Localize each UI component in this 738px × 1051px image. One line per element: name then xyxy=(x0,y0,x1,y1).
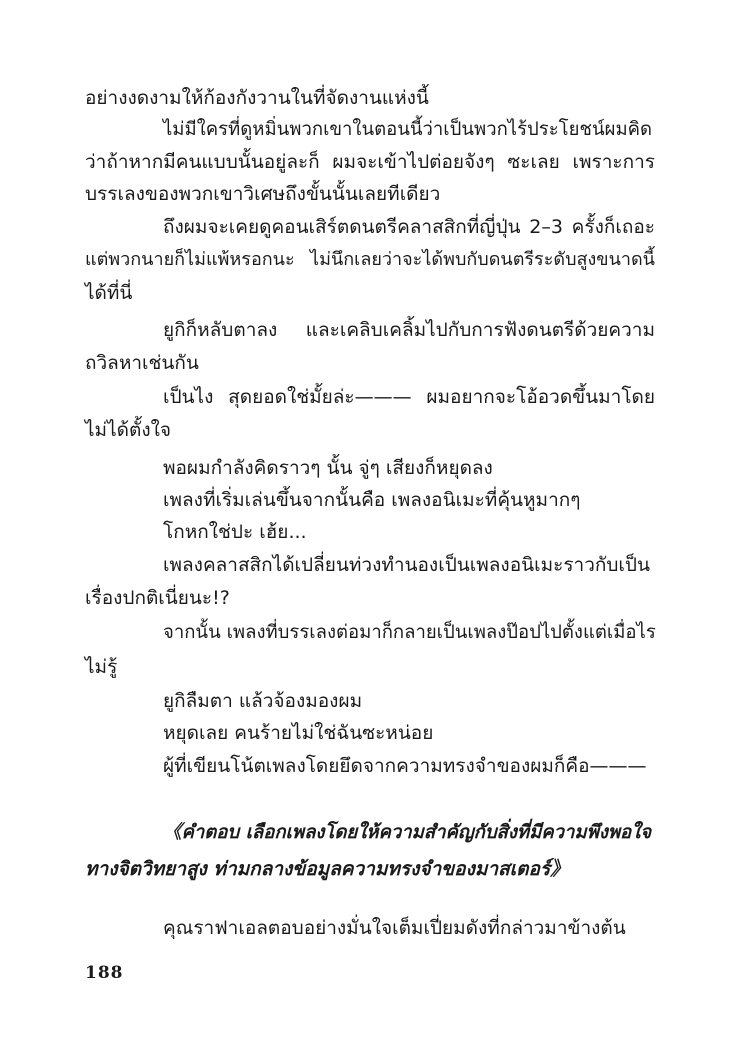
text-line: ยูกิก็หลับตาลง และเคลิบเคลิ้มไปกับการฟังดนตรีด้วยความ xyxy=(163,319,655,341)
text-line: ผู้ที่เขียนโน้ตเพลงโดยยึดจากความทรงจำของผมก็คือ——— xyxy=(163,755,647,777)
text-line: แต่พวกนายก็ไม่แพ้หรอกนะ ไม่นึกเลยว่าจะได้พบกับดนตรีระดับสูงขนาดนี้ xyxy=(85,249,655,270)
text-line: หยุดเลย คนร้ายไม่ใช่ฉันซะหน่อย xyxy=(163,722,434,744)
text-line: บรรเลงของพวกเขาวิเศษถึงขั้นนั้นเลยทีเดียว xyxy=(85,183,441,205)
text-line: เพลงที่เริ่มเล่นขึ้นจากนั้นคือ เพลงอนิเมะที่คุ้นหูมากๆ xyxy=(163,489,581,511)
answer-quote-line: ทางจิตวิทยาสูง ท่ามกลางข้อมูลความทรงจำของมาสเตอร์》 xyxy=(85,858,570,880)
text-line: คุณราฟาเอลตอบอย่างมั่นใจเต็มเปี่ยมดังที่กล่าวมาข้างต้น xyxy=(163,917,626,939)
text-line: ไม่มีใครที่ดูหมิ่นพวกเขาในตอนนี้ว่าเป็นพวกไร้ประโยชน์ผมคิด xyxy=(163,119,653,140)
text-line: เรื่องปกติเนี่ยนะ!? xyxy=(85,587,230,609)
text-line: ไม่ได้ตั้งใจ xyxy=(85,419,172,441)
text-line: จากนั้น เพลงที่บรรเลงต่อมาก็กลายเป็นเพลงป๊อปไปตั้งแต่เมื่อไร xyxy=(163,622,656,643)
text-line: พอผมกำลังคิดราวๆ นั้น จู่ๆ เสียงก็หยุดลง xyxy=(163,457,493,479)
text-line: ว่าถ้าหากมีคนแบบนั้นอยู่ละก็ ผมจะเข้าไปต่อยจังๆ ซะเลย เพราะการ xyxy=(85,151,655,173)
text-line: เป็นไง สุดยอดใช่มั้ยล่ะ——— ผมอยากจะโอ้อวดขึ้นมาโดย xyxy=(163,386,655,408)
page-number: 188 xyxy=(85,963,124,983)
answer-quote-line: 《คำตอบ เลือกเพลงโดยให้ความสำคัญกับสิ่งที่มีความพึงพอใจ xyxy=(163,822,652,843)
text-line: เพลงคลาสสิกได้เปลี่ยนท่วงทำนองเป็นเพลงอนิเมะราวกับเป็น xyxy=(163,554,650,576)
text-line: ไม่รู้ xyxy=(85,656,118,678)
text-line: ยูกิลืมตา แล้วจ้องมองผม xyxy=(163,690,363,712)
text-line: ถวิลหาเช่นกัน xyxy=(85,352,199,374)
text-line: ถึงผมจะเคยดูคอนเสิร์ตดนตรีคลาสสิกที่ญี่ปุ่น 2–3 ครั้งก็เถอะ xyxy=(163,216,655,238)
text-line: โกหกใช่ปะ เฮ้ย... xyxy=(163,521,307,543)
text-line: อย่างงดงามให้ก้องกังวานในที่จัดงานแห่งนี้ xyxy=(85,87,429,109)
text-line: ได้ที่นี่ xyxy=(85,282,133,304)
